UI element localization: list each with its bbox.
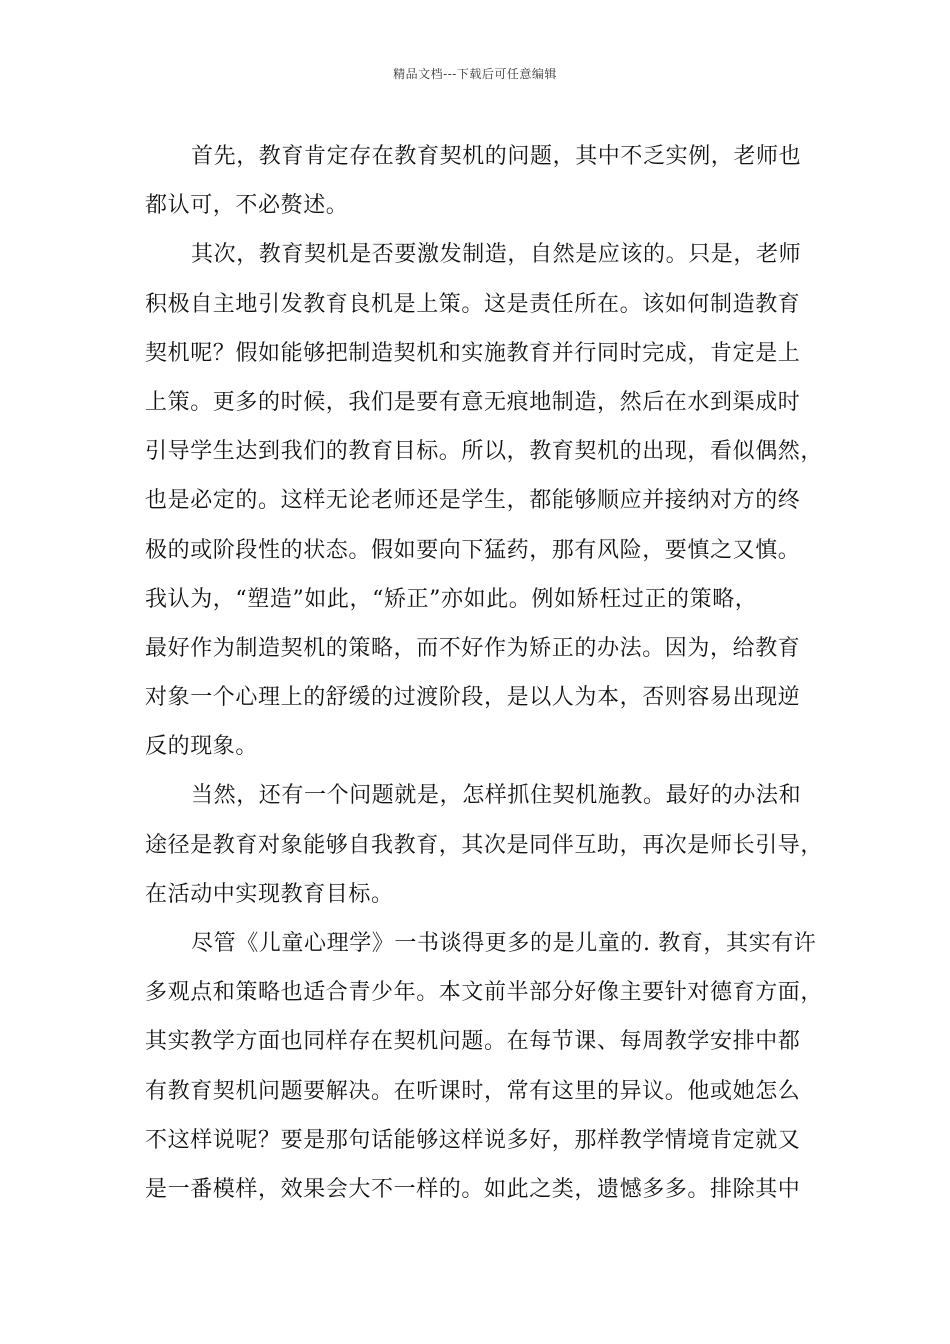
text-line: 上策。更多的时候，我们是要有意无痕地制造，然后在水到渠成时: [145, 389, 801, 415]
body-text: [145, 132, 825, 1214]
text-line: 极的或阶段性的状态。假如要向下猛药，那有风险，要慎之又慎。: [145, 537, 801, 563]
text-line: 当然，还有一个问题就是，怎样抓住契机施教。最好的办法和: [191, 783, 802, 809]
text-line: 其次，教育契机是否要激发制造，自然是应该的。只是，老师: [191, 242, 802, 268]
text-line: 是一番模样，效果会大不一样的。如此之类，遗憾多多。排除其中: [145, 1176, 801, 1202]
text-line: 都认可，不必赘述。: [145, 193, 349, 219]
text-line: 多观点和策略也适合青少年。本文前半部分好像主要针对德育方面，: [145, 980, 824, 1006]
text-line: 尽管《儿童心理学》一书谈得更多的是儿童的. 教育，其实有许: [191, 931, 817, 956]
text-line: 引导学生达到我们的教育目标。所以，教育契机的出现，看似偶然，: [145, 439, 824, 465]
text-line: 积极自主地引发教育良机是上策。这是责任所在。该如何制造教育: [145, 291, 801, 317]
text-line: 最好作为制造契机的策略，而不好作为矫正的办法。因为，给教育: [145, 635, 801, 661]
text-line: 也是必定的。这样无论老师还是学生，都能够顺应并接纳对方的终: [145, 488, 801, 514]
text-line: 途径是教育对象能够自我教育，其次是同伴互助，再次是师长引导，: [145, 832, 824, 858]
page-header: 精品文档---下载后可任意编辑: [393, 67, 557, 81]
text-line: 在活动中实现教育目标。: [145, 881, 394, 907]
text-line: 我认为，“塑造”如此，“矫正”亦如此。例如矫枉过正的策略，: [145, 586, 758, 612]
text-line: 其实教学方面也同样存在契机问题。在每节课、每周教学安排中都: [145, 1029, 801, 1055]
text-line: 有教育契机问题要解决。在听课时，常有这里的异议。他或她怎么: [145, 1078, 801, 1104]
text-line: 契机呢？假如能够把制造契机和实施教育并行同时完成，肯定是上: [145, 340, 801, 366]
text-line: 不这样说呢？要是那句话能够这样说多好，那样教学情境肯定就又: [145, 1127, 801, 1153]
text-line: 首先，教育肯定存在教育契机的问题，其中不乏实例，老师也: [191, 144, 802, 169]
text-line: 对象一个心理上的舒缓的过渡阶段，是以人为本，否则容易出现逆: [145, 685, 801, 711]
text-line: 反的现象。: [145, 734, 259, 760]
